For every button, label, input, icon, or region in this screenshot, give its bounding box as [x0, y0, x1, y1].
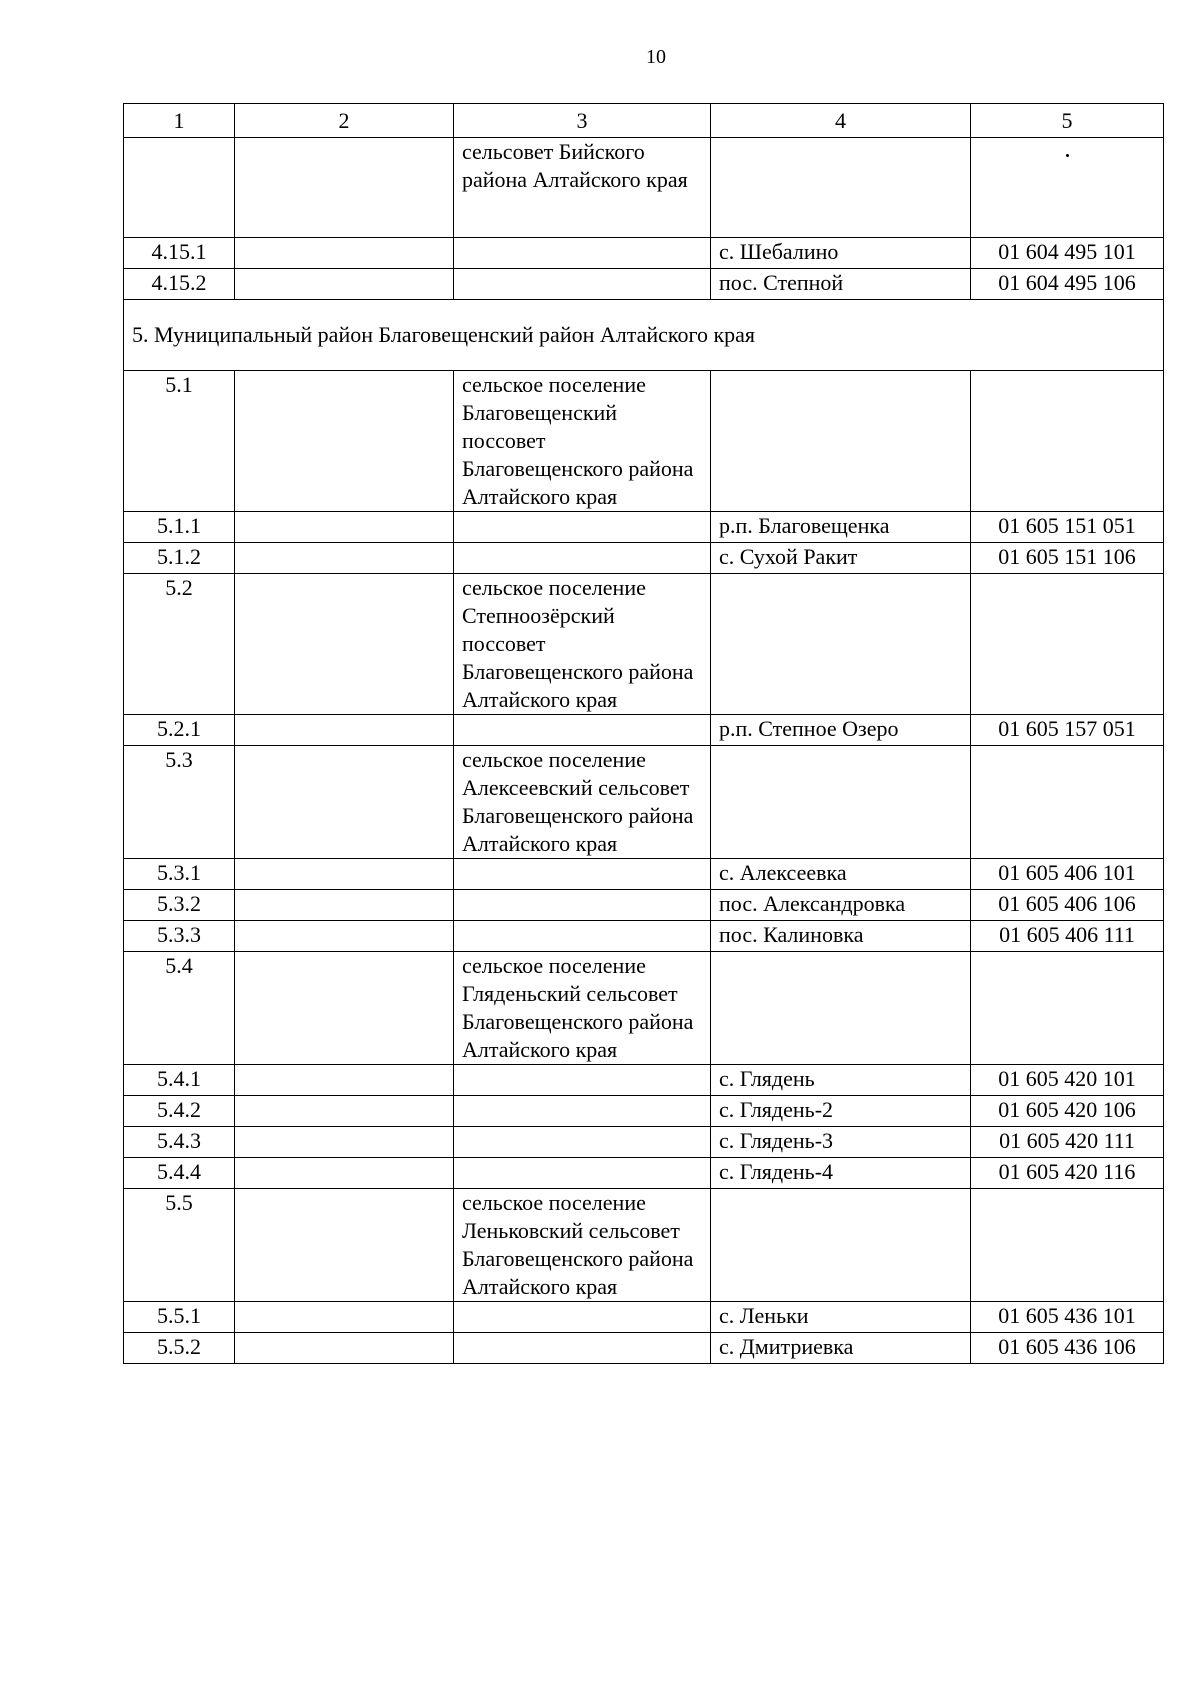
row-number: 5.4.2 — [124, 1096, 235, 1127]
table-cell — [235, 512, 454, 543]
locality-name: с. Глядень-4 — [711, 1158, 971, 1189]
table-row — [124, 1096, 1164, 1127]
table-cell — [235, 890, 454, 921]
table-row — [124, 269, 1164, 300]
municipality-name: сельсовет Бийского района Алтайского края — [454, 138, 711, 238]
locality-name: с. Сухой Ракит — [711, 543, 971, 574]
locality-name: с. Глядень — [711, 1065, 971, 1096]
oktmo-code: 01 605 420 111 — [971, 1127, 1164, 1158]
table-cell — [971, 746, 1164, 859]
locality-name: пос. Александровка — [711, 890, 971, 921]
municipality-name: сельское поселение Степноозёрский поссовет Благовещенского района Алтайского края — [454, 574, 711, 715]
table-cell — [235, 238, 454, 269]
table-cell — [235, 138, 454, 238]
group-row — [124, 371, 1164, 512]
table-row — [124, 543, 1164, 574]
locality-name: с. Шебалино — [711, 238, 971, 269]
table-cell — [235, 543, 454, 574]
row-number: 5.4.3 — [124, 1127, 235, 1158]
table-cell — [454, 1158, 711, 1189]
group-row — [124, 952, 1164, 1065]
row-number: 5.3.1 — [124, 859, 235, 890]
table-cell — [971, 1189, 1164, 1302]
table-cell — [235, 746, 454, 859]
table-cell — [235, 1158, 454, 1189]
table-cell — [235, 859, 454, 890]
table-cell — [235, 715, 454, 746]
row-number: 5.1 — [124, 371, 235, 512]
row-number: 5.5.1 — [124, 1302, 235, 1333]
row-number: 5.1.2 — [124, 543, 235, 574]
oktmo-code: 01 605 420 116 — [971, 1158, 1164, 1189]
row-number: 5.3 — [124, 746, 235, 859]
locality-name: р.п. Степное Озеро — [711, 715, 971, 746]
table-cell — [711, 138, 971, 238]
row-number: 5.4.4 — [124, 1158, 235, 1189]
table-cell — [711, 371, 971, 512]
table-cell — [454, 1302, 711, 1333]
row-number: 4.15.2 — [124, 269, 235, 300]
locality-name: пос. Калиновка — [711, 921, 971, 952]
locality-name: р.п. Благовещенка — [711, 512, 971, 543]
oktmo-code: 01 605 436 106 — [971, 1333, 1164, 1364]
table-row — [124, 1127, 1164, 1158]
row-number: 5.3.3 — [124, 921, 235, 952]
table-cell — [454, 512, 711, 543]
table-cell — [235, 1333, 454, 1364]
table-cell — [971, 574, 1164, 715]
municipality-name: сельское поселение Алексеевский сельсовет Благовещенского района Алтайского края — [454, 746, 711, 859]
row-number: 5.4 — [124, 952, 235, 1065]
oktmo-code: 01 605 151 106 — [971, 543, 1164, 574]
row-number: 5.4.1 — [124, 1065, 235, 1096]
oktmo-code: 01 605 420 106 — [971, 1096, 1164, 1127]
table-cell — [454, 715, 711, 746]
dot-mark — [1066, 154, 1069, 157]
row-number: 5.1.1 — [124, 512, 235, 543]
table-cell — [235, 952, 454, 1065]
row-number: 5.2.1 — [124, 715, 235, 746]
oktmo-code: 01 605 406 111 — [971, 921, 1164, 952]
table-cell — [235, 1096, 454, 1127]
column-header: 4 — [711, 104, 971, 138]
page-number: 10 — [646, 46, 666, 68]
locality-name: с. Алексеевка — [711, 859, 971, 890]
table-row — [124, 715, 1164, 746]
municipality-name: сельское поселение Благовещенский поссовет Благовещенского района Алтайского края — [454, 371, 711, 512]
table-cell — [711, 574, 971, 715]
oktmo-code: 01 604 495 106 — [971, 269, 1164, 300]
section-row — [124, 300, 1164, 371]
row-number: 5.5 — [124, 1189, 235, 1302]
table-cell — [711, 952, 971, 1065]
table-cell — [454, 1127, 711, 1158]
locality-name: с. Леньки — [711, 1302, 971, 1333]
table-cell — [235, 371, 454, 512]
oktmo-code: 01 605 157 051 — [971, 715, 1164, 746]
row-number: 5.5.2 — [124, 1333, 235, 1364]
section-title: 5. Муниципальный район Благовещенский район Алтайского края — [124, 300, 1164, 371]
locality-name: с. Глядень-3 — [711, 1127, 971, 1158]
oktmo-code: 01 605 406 106 — [971, 890, 1164, 921]
table-row — [124, 859, 1164, 890]
table-row — [124, 512, 1164, 543]
municipality-name: сельское поселение Гляденьский сельсовет Благовещенского района Алтайского края — [454, 952, 711, 1065]
oktmo-code: 01 605 406 101 — [971, 859, 1164, 890]
table-cell — [235, 269, 454, 300]
table-row — [124, 1302, 1164, 1333]
table-cell — [454, 238, 711, 269]
oktmo-code: 01 605 420 101 — [971, 1065, 1164, 1096]
table-cell — [971, 138, 1164, 238]
column-header: 5 — [971, 104, 1164, 138]
table-row — [124, 1065, 1164, 1096]
group-row — [124, 574, 1164, 715]
table-cell — [454, 890, 711, 921]
table-cell — [235, 1302, 454, 1333]
table-cell — [454, 921, 711, 952]
table-cell — [235, 1065, 454, 1096]
table-cell — [971, 371, 1164, 512]
row-number: 5.2 — [124, 574, 235, 715]
column-header: 1 — [124, 104, 235, 138]
locality-name: с. Глядень-2 — [711, 1096, 971, 1127]
locality-name: пос. Степной — [711, 269, 971, 300]
oktmo-code: 01 605 151 051 — [971, 512, 1164, 543]
oktmo-code: 01 605 436 101 — [971, 1302, 1164, 1333]
table-header-row — [124, 104, 1164, 138]
table-row — [124, 890, 1164, 921]
oktmo-code: 01 604 495 101 — [971, 238, 1164, 269]
continuation-row — [124, 138, 1164, 238]
table-cell — [454, 543, 711, 574]
table-cell — [235, 1127, 454, 1158]
row-number: 4.15.1 — [124, 238, 235, 269]
table-cell — [124, 138, 235, 238]
table-cell — [454, 859, 711, 890]
table-cell — [454, 1096, 711, 1127]
locality-name: с. Дмитриевка — [711, 1333, 971, 1364]
municipality-name: сельское поселение Леньковский сельсовет Благовещенского района Алтайского края — [454, 1189, 711, 1302]
table-row — [124, 1158, 1164, 1189]
table-cell — [711, 746, 971, 859]
group-row — [124, 1189, 1164, 1302]
group-row — [124, 746, 1164, 859]
row-number: 5.3.2 — [124, 890, 235, 921]
table-row — [124, 238, 1164, 269]
table-cell — [711, 1189, 971, 1302]
table-cell — [235, 574, 454, 715]
column-header: 3 — [454, 104, 711, 138]
classification-table — [123, 103, 1164, 1364]
table-cell — [235, 921, 454, 952]
table-cell — [235, 1189, 454, 1302]
table-cell — [454, 1065, 711, 1096]
table-row — [124, 1333, 1164, 1364]
table-row — [124, 921, 1164, 952]
table-cell — [971, 952, 1164, 1065]
table-cell — [454, 269, 711, 300]
table-cell — [454, 1333, 711, 1364]
column-header: 2 — [235, 104, 454, 138]
